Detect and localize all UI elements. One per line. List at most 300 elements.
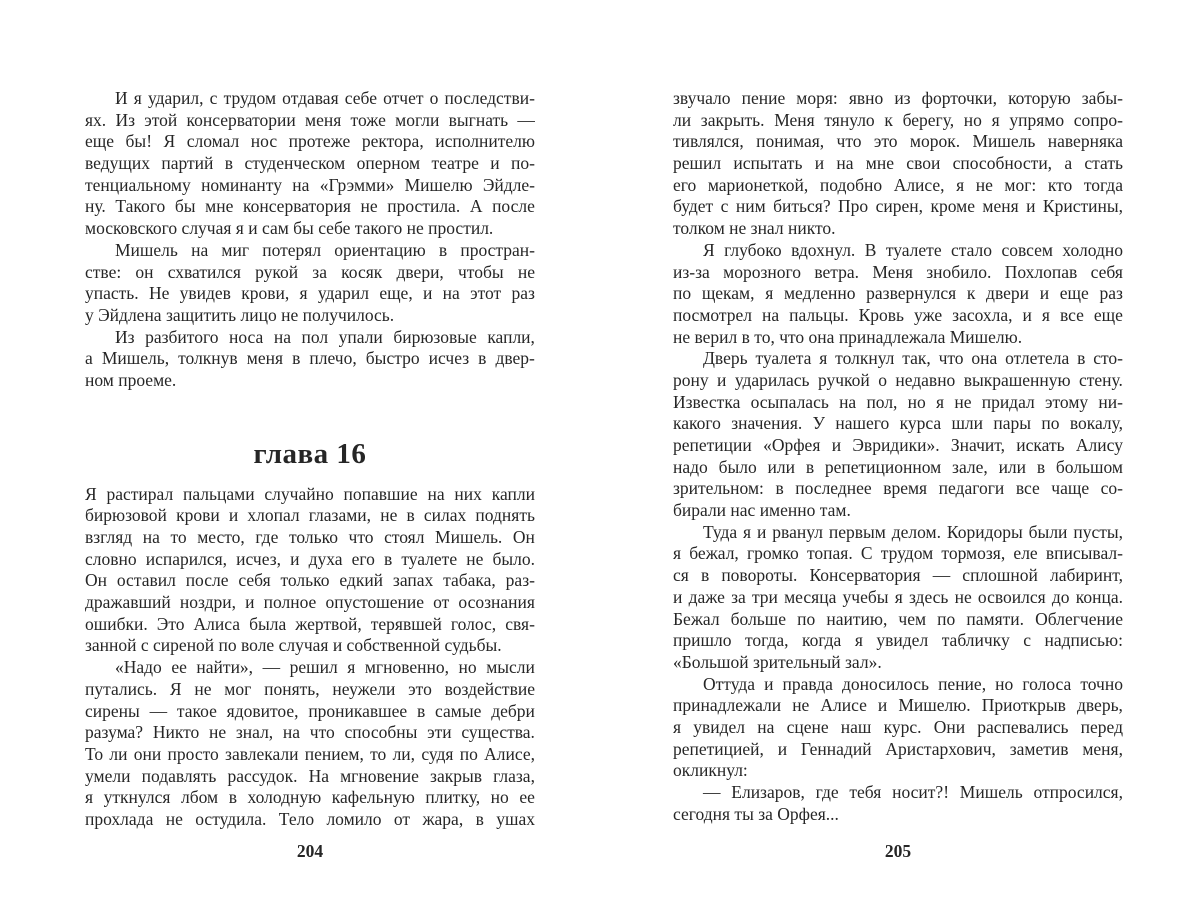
word: Мишелю. bbox=[898, 695, 971, 716]
word: глубоко bbox=[724, 239, 782, 260]
word: звучало bbox=[673, 88, 731, 108]
word: свя- bbox=[505, 613, 535, 634]
word: или bbox=[998, 456, 1027, 477]
text-line bbox=[85, 722, 535, 744]
word: три bbox=[751, 586, 778, 607]
word: Он bbox=[512, 527, 535, 547]
word: отлетела bbox=[1005, 348, 1070, 369]
text-line bbox=[85, 240, 535, 262]
word: увидев bbox=[179, 283, 231, 304]
text-line: московского случая я и сам бы себе такого не простил. bbox=[85, 218, 494, 239]
word: в bbox=[292, 348, 301, 369]
word: чаще bbox=[1051, 478, 1090, 499]
word: еще, bbox=[379, 283, 413, 304]
word: Я bbox=[85, 483, 97, 504]
word: засохла, bbox=[952, 304, 1013, 325]
word: подобно bbox=[819, 174, 883, 195]
word: пары bbox=[993, 413, 1032, 434]
word: ветра. bbox=[814, 261, 860, 282]
word: отпросился, bbox=[1033, 782, 1123, 802]
word: духа bbox=[308, 548, 343, 569]
word: развернулся bbox=[866, 283, 957, 304]
text-line bbox=[673, 587, 1123, 609]
word: зале, bbox=[952, 456, 988, 477]
word: — bbox=[517, 109, 535, 130]
word: то bbox=[370, 743, 387, 764]
word: раз- bbox=[505, 570, 535, 591]
text-line bbox=[85, 592, 535, 614]
word: пальцы. bbox=[789, 304, 849, 325]
word: в bbox=[406, 505, 415, 526]
word: в bbox=[416, 700, 426, 721]
page-content bbox=[673, 88, 1123, 825]
word: стве: bbox=[85, 261, 122, 282]
text-line: занной с сиреной по воле случая и собственной судьбы. bbox=[85, 635, 502, 656]
word: остудила. bbox=[195, 808, 267, 829]
word: сопро- bbox=[1073, 109, 1123, 130]
word: ну. bbox=[85, 196, 106, 217]
word: исполнителю bbox=[435, 131, 535, 152]
word: Приоткрыв bbox=[981, 695, 1066, 716]
word: меня bbox=[246, 348, 284, 369]
word: не bbox=[954, 391, 972, 412]
word: случайно bbox=[264, 483, 334, 504]
word: сто- bbox=[1093, 348, 1123, 369]
word: все bbox=[1059, 304, 1084, 325]
word: но bbox=[963, 109, 982, 130]
word: капли, bbox=[487, 326, 535, 347]
word: за bbox=[312, 261, 327, 282]
word: туалете bbox=[401, 548, 458, 569]
word: ли bbox=[109, 743, 128, 764]
word: и bbox=[1026, 196, 1036, 217]
word: консерватории bbox=[186, 109, 296, 130]
word: двери bbox=[986, 283, 1029, 304]
word: отчет bbox=[383, 88, 424, 108]
word: и bbox=[877, 695, 888, 716]
word: упали bbox=[338, 326, 383, 347]
page-number: 205 bbox=[884, 841, 912, 861]
word: мгновенно, bbox=[364, 657, 449, 678]
word: пением, bbox=[304, 743, 364, 764]
word: опустошение bbox=[325, 592, 424, 613]
page-right bbox=[673, 0, 1123, 923]
word: Тело bbox=[278, 808, 315, 829]
text-line bbox=[673, 283, 1123, 305]
word: Из bbox=[115, 326, 135, 347]
word: Из bbox=[115, 109, 135, 130]
word: недавно bbox=[895, 369, 956, 390]
word: ошибки. bbox=[85, 613, 148, 634]
word: ударил bbox=[317, 283, 370, 304]
word: сирены bbox=[85, 700, 140, 721]
page-content bbox=[85, 88, 535, 831]
word: не bbox=[466, 548, 484, 569]
word: вписывал- bbox=[1045, 543, 1123, 564]
text-line bbox=[85, 679, 535, 701]
word: кто bbox=[1047, 174, 1073, 195]
word: место, bbox=[197, 527, 245, 547]
word: по bbox=[673, 283, 692, 304]
word: мне bbox=[865, 153, 895, 174]
text-line bbox=[85, 327, 535, 349]
word: осознания bbox=[458, 592, 535, 613]
word: с bbox=[720, 196, 729, 217]
word: — bbox=[932, 565, 951, 586]
word: бы! bbox=[125, 131, 153, 152]
word: Алиса bbox=[193, 613, 241, 634]
word: дражавший bbox=[85, 592, 171, 613]
word: медленно bbox=[783, 283, 856, 304]
word: протеже bbox=[288, 131, 351, 152]
word: не bbox=[194, 678, 212, 699]
word: и bbox=[764, 673, 774, 694]
word: так, bbox=[902, 348, 931, 369]
word: со- bbox=[1100, 478, 1123, 499]
word: Мишелю bbox=[404, 174, 473, 195]
word: отдавая bbox=[282, 88, 339, 108]
word: Значит, bbox=[950, 435, 1005, 455]
word: лбом bbox=[180, 787, 219, 808]
word: и bbox=[673, 586, 683, 607]
word: шли bbox=[951, 413, 984, 434]
word: оставил bbox=[116, 570, 176, 591]
word: от bbox=[393, 808, 411, 829]
word: не bbox=[975, 174, 993, 195]
word: толкнул bbox=[835, 348, 895, 369]
word: и bbox=[717, 369, 727, 390]
word: мне bbox=[205, 196, 234, 217]
word: репетицией, bbox=[673, 738, 764, 759]
word: не bbox=[165, 808, 183, 829]
text-line bbox=[85, 283, 535, 305]
word: судя bbox=[421, 743, 454, 764]
word: курс. bbox=[883, 716, 922, 737]
word: надо bbox=[673, 456, 708, 477]
word: что bbox=[348, 527, 374, 547]
word: — bbox=[149, 700, 168, 721]
word: Похлопав bbox=[1004, 261, 1078, 282]
word: уже bbox=[914, 304, 943, 325]
word: и bbox=[757, 521, 767, 542]
text-line bbox=[673, 413, 1123, 435]
word: упрямо bbox=[1009, 109, 1065, 130]
word: туалете bbox=[885, 239, 942, 260]
word: ведущих bbox=[85, 153, 150, 174]
word: из bbox=[894, 88, 911, 108]
word: я bbox=[765, 283, 774, 304]
word: в bbox=[383, 548, 393, 569]
word: Бежал bbox=[673, 608, 720, 629]
word: но bbox=[995, 673, 1014, 694]
text-line bbox=[673, 695, 1123, 717]
word: — bbox=[262, 657, 281, 678]
text-line bbox=[673, 630, 1123, 652]
word: разбитого bbox=[145, 326, 219, 347]
word: его bbox=[351, 548, 375, 569]
word: я bbox=[299, 283, 308, 304]
word: ушах bbox=[496, 808, 535, 829]
word: решил bbox=[289, 657, 338, 678]
word: я bbox=[673, 716, 682, 737]
word: что bbox=[836, 131, 862, 152]
word: Алису bbox=[1075, 435, 1123, 455]
word: биться? bbox=[773, 196, 831, 217]
word: неужели bbox=[332, 678, 396, 699]
word: из-за bbox=[673, 261, 710, 282]
word: свои bbox=[906, 153, 941, 174]
text-line: толком не знал никто. bbox=[673, 218, 836, 239]
word: Эвридики». bbox=[852, 435, 940, 455]
word: простран- bbox=[460, 239, 535, 260]
word: тогда, bbox=[744, 630, 789, 651]
word: где bbox=[255, 527, 279, 547]
text-line bbox=[673, 457, 1123, 479]
word: двер- bbox=[495, 348, 535, 369]
word: я bbox=[673, 543, 682, 564]
word: посмотрел bbox=[673, 304, 753, 325]
word: выгнать bbox=[448, 109, 509, 130]
word: кафельную bbox=[331, 787, 415, 808]
word: Известка bbox=[673, 391, 741, 412]
word: сломал bbox=[186, 131, 240, 152]
text-line bbox=[673, 609, 1123, 631]
word: растирал bbox=[106, 483, 174, 504]
word: курса bbox=[899, 413, 942, 434]
text-line bbox=[85, 701, 535, 723]
text-line bbox=[673, 522, 1123, 544]
word: холодно bbox=[1062, 239, 1123, 260]
text-line bbox=[85, 787, 535, 809]
word: мысли bbox=[486, 657, 535, 678]
word: простила. bbox=[387, 196, 461, 217]
word: на bbox=[839, 391, 857, 412]
text-line bbox=[85, 657, 535, 679]
word: подавлять bbox=[141, 765, 217, 786]
word: последнее bbox=[795, 478, 872, 499]
word: этот bbox=[470, 283, 502, 304]
word: увидел bbox=[693, 716, 746, 737]
word: табличку bbox=[941, 630, 1010, 651]
word: но bbox=[907, 391, 926, 412]
word: уткнулся bbox=[103, 787, 171, 808]
paragraph bbox=[85, 88, 535, 240]
word: И bbox=[115, 88, 128, 108]
word: на bbox=[273, 326, 291, 347]
word: Эйдле- bbox=[482, 174, 535, 195]
word: этой bbox=[144, 109, 178, 130]
word: доносилось bbox=[841, 673, 929, 694]
word: моря: bbox=[796, 88, 838, 108]
text-line bbox=[673, 674, 1123, 696]
word: холодную bbox=[247, 787, 322, 808]
word: тормозя, bbox=[941, 543, 1006, 564]
word: что bbox=[309, 722, 335, 743]
text-line bbox=[673, 348, 1123, 370]
word: которую bbox=[1008, 88, 1071, 108]
word: Туда bbox=[703, 521, 738, 542]
word: них bbox=[454, 483, 482, 504]
word: за bbox=[731, 586, 746, 607]
word: сплошной bbox=[962, 565, 1038, 586]
paragraph bbox=[673, 522, 1123, 674]
word: и bbox=[422, 283, 433, 304]
word: проникавшее bbox=[308, 700, 408, 721]
word: себе bbox=[344, 88, 377, 108]
word: себя bbox=[1090, 261, 1123, 282]
word: и bbox=[245, 592, 255, 613]
word: раз bbox=[1099, 283, 1123, 304]
word: Я bbox=[169, 678, 182, 699]
word: Мишель. bbox=[435, 527, 503, 547]
word: надписью: bbox=[1044, 630, 1123, 651]
word: запах bbox=[392, 570, 434, 591]
word: по bbox=[797, 608, 816, 629]
word: эти bbox=[427, 722, 452, 743]
text-line bbox=[673, 175, 1123, 197]
word: способности, bbox=[952, 153, 1053, 174]
word: рукой bbox=[255, 261, 299, 282]
word: не bbox=[209, 722, 227, 743]
word: На bbox=[308, 765, 329, 786]
word: только bbox=[280, 570, 330, 591]
word: с bbox=[209, 88, 218, 108]
word: о bbox=[878, 369, 887, 390]
word: номинанту bbox=[201, 174, 282, 195]
word: плечо, bbox=[309, 348, 357, 369]
word: на bbox=[427, 483, 445, 504]
word: то bbox=[170, 527, 187, 547]
word: взгляд bbox=[85, 527, 133, 547]
word: завлекали bbox=[225, 743, 299, 764]
text-line: бирали нас именно там. bbox=[673, 500, 851, 521]
word: Аристархович, bbox=[885, 738, 996, 759]
word: на bbox=[191, 239, 209, 260]
word: решил bbox=[673, 153, 722, 174]
word: и bbox=[1022, 304, 1032, 325]
paragraph bbox=[673, 88, 1123, 240]
word: не bbox=[517, 261, 535, 282]
word: пол, bbox=[866, 391, 898, 412]
word: педагоги bbox=[938, 478, 1005, 499]
paragraph bbox=[673, 782, 1123, 825]
word: себя bbox=[238, 570, 271, 591]
text-line bbox=[673, 543, 1123, 565]
word: я bbox=[85, 787, 94, 808]
word: какого bbox=[673, 413, 721, 434]
word: ориентацию bbox=[334, 239, 426, 260]
word: стать bbox=[1084, 153, 1123, 174]
text-line bbox=[85, 744, 535, 766]
word: воздействие bbox=[444, 678, 535, 699]
text-line bbox=[85, 131, 535, 153]
text-line bbox=[85, 88, 535, 110]
word: С bbox=[860, 543, 873, 564]
word: но bbox=[490, 787, 509, 808]
word: Кристины, bbox=[1042, 196, 1123, 217]
word: понимая, bbox=[756, 131, 825, 152]
paragraph bbox=[673, 348, 1123, 522]
word: я bbox=[133, 88, 142, 108]
word: закрыть. bbox=[700, 109, 765, 130]
word: делом. bbox=[891, 521, 942, 542]
word: были bbox=[1028, 521, 1068, 542]
word: искать bbox=[1016, 435, 1065, 455]
word: Облегчение bbox=[1035, 608, 1123, 629]
paragraph bbox=[85, 240, 535, 327]
word: едкий bbox=[339, 570, 384, 591]
word: форточки, bbox=[921, 88, 998, 108]
word: по bbox=[459, 743, 478, 764]
word: еще bbox=[1093, 304, 1123, 325]
word: стену. bbox=[1079, 369, 1123, 390]
text-line bbox=[673, 153, 1123, 175]
word: исчез bbox=[428, 348, 470, 369]
word: была bbox=[249, 613, 287, 634]
word: я bbox=[956, 174, 965, 195]
word: и bbox=[814, 153, 825, 174]
word: когда bbox=[801, 630, 842, 651]
word: Такого bbox=[115, 196, 166, 217]
word: хлопал bbox=[247, 505, 300, 526]
word: разума? bbox=[85, 722, 144, 743]
word: на bbox=[836, 153, 854, 174]
text-line bbox=[673, 782, 1123, 804]
word: найти», bbox=[196, 657, 254, 678]
word: сирен, bbox=[875, 196, 924, 217]
word: Он bbox=[85, 570, 108, 591]
word: потерял bbox=[262, 239, 322, 260]
word: и bbox=[490, 153, 500, 174]
word: знобило. bbox=[926, 261, 992, 282]
word: студенческом bbox=[244, 153, 346, 174]
word: не bbox=[380, 505, 398, 526]
word: схватился bbox=[167, 261, 241, 282]
text-line: окликнул: bbox=[673, 760, 748, 781]
word: знал, bbox=[235, 722, 274, 743]
word: его bbox=[673, 174, 697, 195]
word: еле bbox=[1013, 543, 1038, 564]
word: ним bbox=[735, 196, 766, 217]
word: ударилась bbox=[734, 369, 810, 390]
word: бирюзовые bbox=[393, 326, 477, 347]
chapter-heading: глава 16 bbox=[253, 437, 367, 470]
word: первым bbox=[828, 521, 886, 542]
word: пение bbox=[741, 88, 786, 108]
word: я bbox=[894, 586, 903, 607]
word: — bbox=[703, 782, 721, 802]
paragraph bbox=[673, 240, 1123, 348]
word: испытать bbox=[733, 153, 803, 174]
word: косяк bbox=[341, 261, 383, 282]
word: будет bbox=[673, 196, 714, 217]
word: Никто bbox=[152, 722, 200, 743]
word: стоял bbox=[384, 527, 425, 547]
word: явно bbox=[848, 88, 884, 108]
word: еще bbox=[85, 131, 115, 152]
word: по bbox=[1041, 413, 1060, 434]
word: глаза, bbox=[493, 765, 535, 786]
word: такое bbox=[176, 700, 217, 721]
word: Консерватория bbox=[809, 565, 921, 586]
word: я bbox=[936, 391, 945, 412]
word: а bbox=[85, 348, 93, 369]
word: путались. bbox=[85, 678, 158, 699]
word: это bbox=[408, 678, 432, 699]
word: увидел bbox=[876, 630, 929, 651]
word: раз bbox=[511, 283, 535, 304]
word: в bbox=[1036, 456, 1046, 477]
